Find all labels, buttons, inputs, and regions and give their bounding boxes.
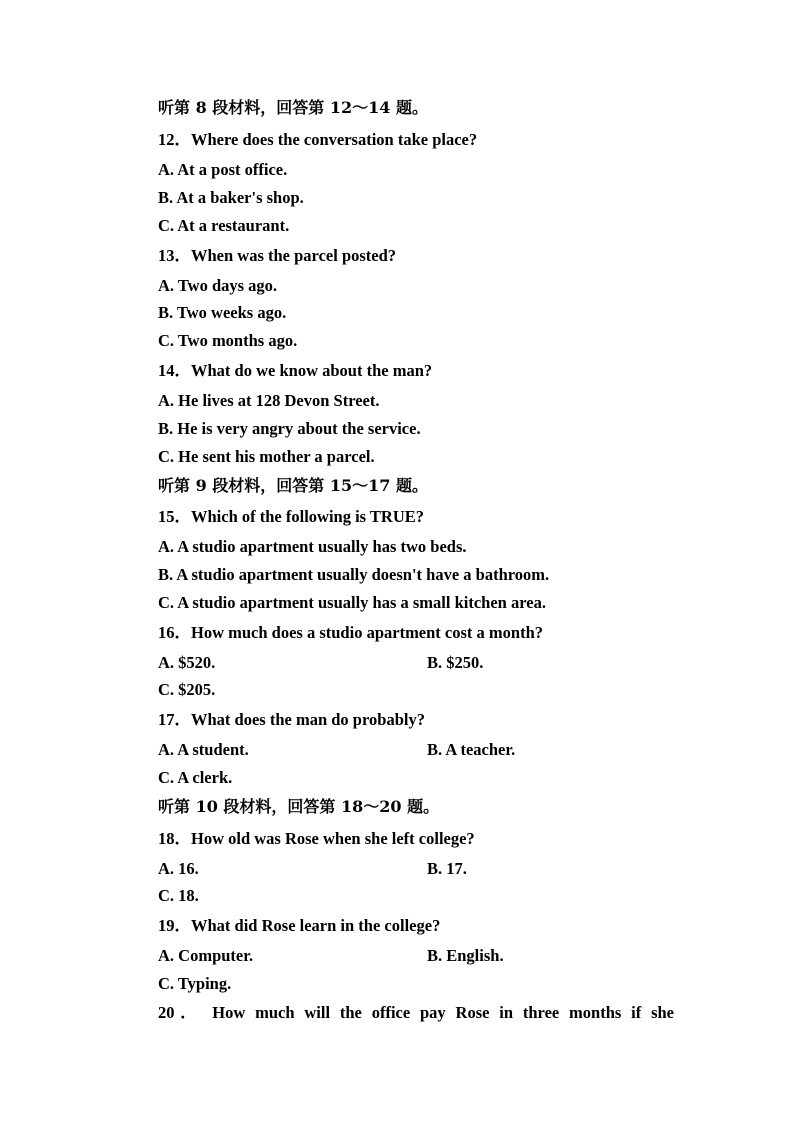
section-heading-9: 听第 9 段材料，回答第 15～17 题。: [158, 476, 428, 495]
question-12-option-c: C. At a restaurant.: [158, 216, 290, 235]
question-18-option-b: B. 17.: [427, 859, 467, 878]
section-heading-8: 听第 8 段材料，回答第 12～14 题。: [158, 98, 428, 117]
question-16-option-c: C. $205.: [158, 680, 216, 699]
question-15-stem: 15．Which of the following is TRUE?: [158, 507, 425, 526]
question-19-stem: 19．What did Rose learn in the college?: [158, 916, 441, 935]
question-18-stem: 18．How old was Rose when she left college?: [158, 829, 475, 848]
question-12-option-b: B. At a baker's shop.: [158, 188, 304, 207]
section-heading-10: 听第 10 段材料，回答第 18～20 题。: [158, 797, 440, 816]
question-13-stem: 13．When was the parcel posted?: [158, 246, 397, 265]
question-14-option-b: B. He is very angry about the service.: [158, 419, 421, 438]
question-16-stem: 16．How much does a studio apartment cost a month?: [158, 623, 544, 642]
question-19-option-b: B. English.: [427, 946, 504, 965]
question-17-option-b: B. A teacher.: [427, 740, 516, 759]
question-17-stem: 17．What does the man do probably?: [158, 710, 425, 729]
question-17-option-c: C. A clerk.: [158, 768, 233, 787]
question-17-option-a: A. A student.: [158, 740, 249, 759]
question-20-stem: 20． How much will the office pay Rose in three months if she: [158, 1003, 674, 1022]
question-13-option-c: C. Two months ago.: [158, 331, 298, 350]
question-15-option-c: C. A studio apartment usually has a small kitchen area.: [158, 593, 546, 612]
question-18-option-a: A. 16.: [158, 859, 199, 878]
question-13-option-b: B. Two weeks ago.: [158, 303, 287, 322]
question-19-option-a: A. Computer.: [158, 946, 254, 965]
question-18-option-c: C. 18.: [158, 886, 199, 905]
question-14-option-a: A. He lives at 128 Devon Street.: [158, 391, 380, 410]
question-15-option-a: A. A studio apartment usually has two beds.: [158, 537, 467, 556]
question-14-option-c: C. He sent his mother a parcel.: [158, 447, 375, 466]
question-12-stem: 12．Where does the conversation take place?: [158, 130, 478, 149]
question-14-stem: 14．What do we know about the man?: [158, 361, 433, 380]
question-16-option-a: A. $520.: [158, 653, 216, 672]
question-19-option-c: C. Typing.: [158, 974, 232, 993]
question-15-option-b: B. A studio apartment usually doesn't have a bathroom.: [158, 565, 550, 584]
question-12-option-a: A. At a post office.: [158, 160, 288, 179]
question-13-option-a: A. Two days ago.: [158, 276, 278, 295]
question-16-option-b: B. $250.: [427, 653, 484, 672]
